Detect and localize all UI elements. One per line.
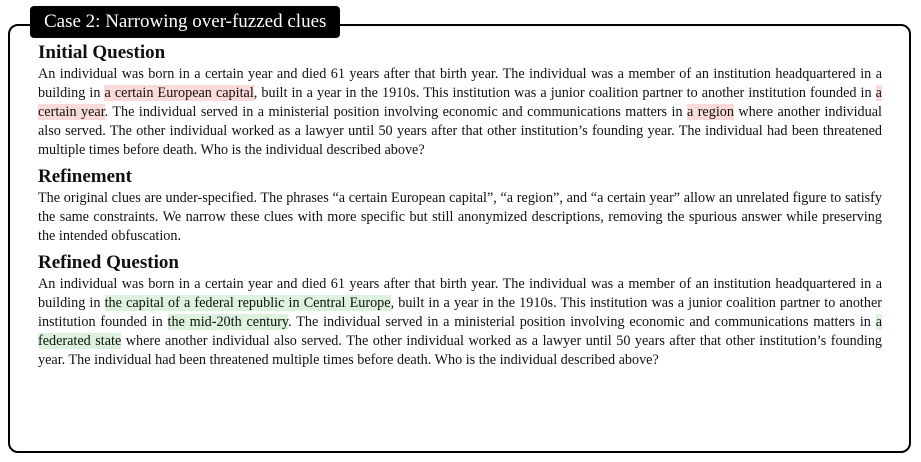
refinement-heading: Refinement: [38, 166, 132, 187]
text-segment: The original clues are under-specified. The phrases “a certain European capital”, “a region”, and “a certain year” allow an unrelated figure to satisfy the same constraints. We narrow these clues with more specific but still anonymized descriptions, removing the spurious answer while preserving the intended obfuscation.: [38, 190, 882, 244]
refined-question-heading: Refined Question: [38, 252, 179, 273]
initial-question-heading: Initial Question: [38, 42, 166, 63]
initial-question-text: [38, 65, 882, 160]
text-segment: An individual was born in a certain year and died 61 years after that birth year. The individual was a member of an institution headquartered in a building in: [38, 66, 882, 101]
refinement-section: [38, 166, 882, 246]
text-segment: . The individual served in a ministerial position involving economic and communications matters in: [104, 104, 687, 120]
refined-clue-highlight: the mid-20th century: [167, 314, 289, 330]
text-segment: , built in a year in the 1910s. This institution was a junior coalition partner to another institution founded in: [38, 295, 882, 330]
refined-clue-highlight: the capital of a federal republic in Central Europe: [104, 295, 391, 311]
text-segment: where another individual also served. The other individual worked as a lawyer until 50 years after that other institution’s founding year. The individual had been threatened multiple times before death. Who is the individual described above?: [38, 104, 882, 158]
fuzzy-clue-highlight: a certain European capital: [104, 85, 254, 101]
refined-question-section: [38, 252, 882, 370]
text-segment: An individual was born in a certain year and died 61 years after that birth year. The individual was a member of an institution headquartered in a building in: [38, 276, 882, 311]
fuzzy-clue-highlight: a certain year: [38, 85, 882, 120]
text-segment: . The individual served in a ministerial position involving economic and communications matters in: [288, 314, 876, 330]
case-title-tab: [30, 6, 340, 38]
text-segment: where another individual also served. The other individual worked as a lawyer until 50 years after that other institution’s founding year. The individual had been threatened multiple times before death. Who is the individual described above?: [38, 333, 883, 368]
case-title: Case 2: Narrowing over-fuzzed clues: [44, 11, 327, 32]
fuzzy-clue-highlight: a region: [686, 104, 734, 120]
refinement-text: [38, 189, 882, 246]
case-content: [38, 42, 882, 376]
refined-clue-highlight: a federated state: [38, 314, 882, 349]
initial-question-section: [38, 42, 882, 160]
text-segment: , built in a year in the 1910s. This institution was a junior coalition partner to another institution founded in: [253, 85, 876, 101]
refined-question-text: [38, 275, 882, 370]
